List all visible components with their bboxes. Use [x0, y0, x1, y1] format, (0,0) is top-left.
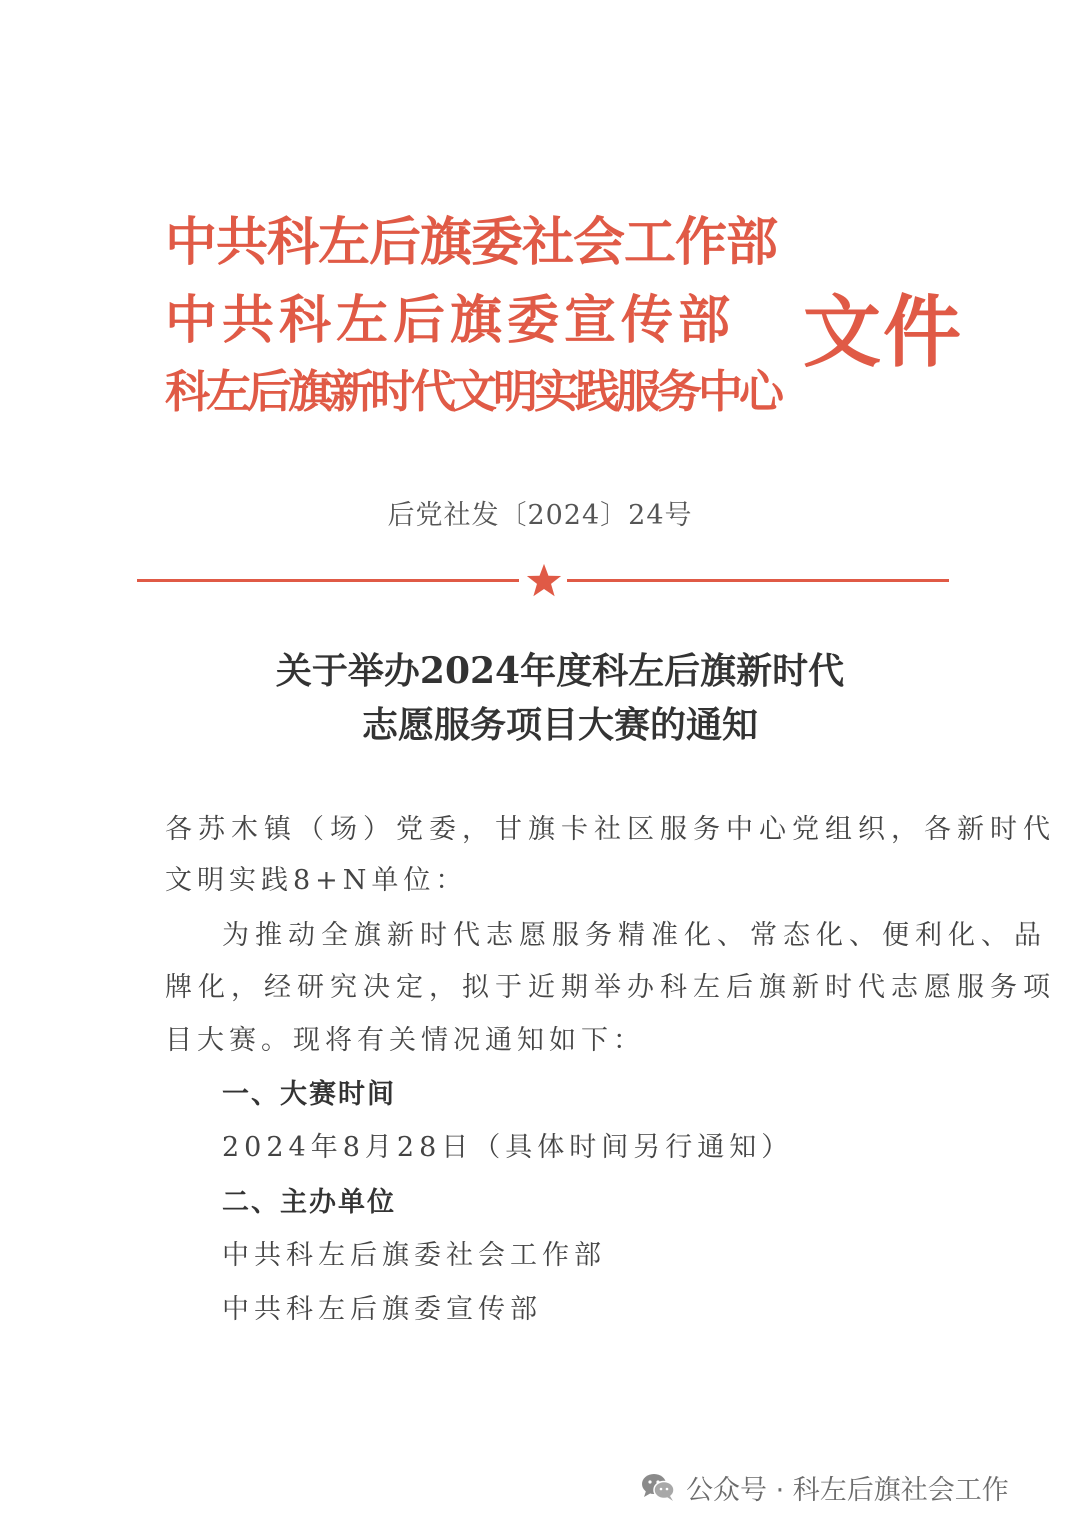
notice-title-line-1: 关于举办2024年度科左后旗新时代	[275, 650, 845, 692]
paragraph-line-2: 牌化，经研究决定，拟于近期举办科左后旗新时代志愿服务项	[165, 972, 1056, 1003]
watermark-text: 公众号 · 科左后旗社会工作	[686, 1474, 1009, 1506]
letterhead-org-1: 中共科左后旗委社会工作部	[165, 212, 778, 273]
section-heading-time: 一、大赛时间	[222, 1079, 396, 1110]
red-rule-left	[137, 579, 519, 582]
addressee-line-2: 文明实践8+N单位：	[165, 865, 468, 896]
organizer-item: 中共科左后旗委宣传部	[222, 1294, 542, 1325]
red-star-icon	[525, 562, 563, 600]
letterhead-doc-type: 文件	[803, 287, 964, 378]
organizer-item: 中共科左后旗委社会工作部	[222, 1240, 606, 1271]
notice-title-line-2: 志愿服务项目大赛的通知	[361, 704, 758, 746]
red-rule-right	[567, 579, 949, 582]
paragraph-line-3: 目大赛。现将有关情况通知如下：	[165, 1025, 645, 1056]
wechat-watermark	[640, 1467, 1009, 1507]
letterhead-org-3: 科左后旗新时代文明实践服务中心	[165, 365, 781, 418]
contest-date-text: 2024年8月28日（具体时间另行通知）	[222, 1132, 794, 1163]
wechat-icon	[640, 1472, 676, 1502]
letterhead-org-2: 中共科左后旗委宣传部	[165, 290, 736, 351]
document-number: 后党社发〔2024〕24号	[387, 500, 693, 531]
addressee-line-1: 各苏木镇（场）党委，甘旗卡社区服务中心党组织，各新时代	[165, 814, 1056, 845]
section-heading-organizers: 二、主办单位	[222, 1187, 396, 1218]
paragraph-line-1: 为推动全旗新时代志愿服务精准化、常态化、便利化、品	[222, 920, 1047, 951]
